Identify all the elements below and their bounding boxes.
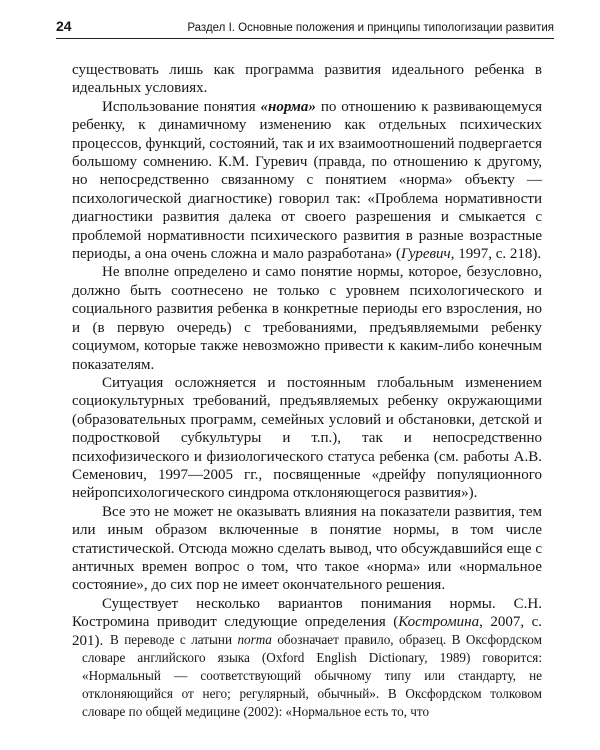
- paragraph-4: Ситуация осложняется и постоянным глобальным изменением социокультурных требований, предъявляемых ребенку окружающими (образовательных программ, семейных условий и обстановки, детской и подростковой субкультуры и т.п.), так и непосредственно психофизического и физиологического статуса ребенка (см. работы А.В. Семенович, 1997—2005 гг., посвященные «дрейфу популяционного нейропсихологического синдрома отклоняющегося развития»).: [72, 374, 542, 502]
- running-head: Раздел I. Основные положения и принципы типологизации развития: [187, 22, 554, 34]
- note-text-a: В переводе с латыни: [110, 632, 238, 647]
- quoted-definition-block: [82, 631, 542, 721]
- paragraph-1: существовать лишь как программа развития идеального ребенка в идеальных условиях.: [72, 62, 542, 97]
- paragraph-2: [72, 98, 542, 264]
- paragraph-5: Все это не может не оказывать влияния на показатели развития, тем или иным образом включенные в понятие нормы, в том числе статистической. Отсюда можно сделать вывод, что обсуждавшийся еще с античных времен вопрос о том, что такое «норма» или «нормальное состояние», до сих пор не имеет окончательного решения.: [72, 503, 542, 594]
- page-number: 24: [56, 18, 72, 34]
- citation-author-gurevich: Гуревич: [401, 246, 451, 263]
- paragraph-2-text-b: по отношению к развивающемуся ребенку, к динамичному изменению как отдельных психических процессов, функций, состояний, так и их взаимоотношений подвергается большому сомнению. К.М. Гуревич (правда, по отношению к другому, но непосредственно связанному с понятием «норма» объекту — психологической диагностике) говорил так: «Проблема нормативности диагностики развития далека от своего разрешения и смыкается с проблемой нормативности психического развития в разные возрастные периоды, а она очень сложна и мало разработана» (: [72, 98, 542, 263]
- paragraph-6-text-b: , 2007, с. 201).: [72, 614, 542, 649]
- paragraph-2-text-a: Использование понятия: [102, 98, 261, 115]
- main-text: [72, 61, 542, 650]
- paragraph-2-text-c: , 1997, с. 218).: [450, 246, 542, 263]
- citation-author-kostromina: Костромина: [398, 614, 480, 631]
- page-header: [56, 18, 554, 39]
- paragraph-3: Не вполне определено и само понятие нормы, которое, безусловно, должно быть соотнесено не только с уровнем психологического и социального развития ребенка в конкретные периоды его взросления, но и (в первую очередь) с требованиями, предъявляемыми ребенку социумом, которые также невозможно привести к каким-либо конечным показателям.: [72, 264, 542, 373]
- note-text-b: обозначает правило, образец. В Оксфордском словаре английского языка (Oxford English Dictionary, 1989) говорится: «Нормальный — соответствующий обычному типу или стандарту, не отклоняющийся от него; регулярный, обычный». В Оксфордском толковом словаре по общей медицине (2002): «Нормальное есть то, что: [82, 632, 542, 719]
- paragraph-6-text-a: Существует несколько вариантов понимания нормы. С.Н. Костромина приводит следующие определения (: [72, 595, 542, 631]
- note-paragraph: [82, 631, 542, 721]
- term-norma: «норма»: [260, 98, 316, 115]
- latin-term-norma: norma: [237, 632, 272, 647]
